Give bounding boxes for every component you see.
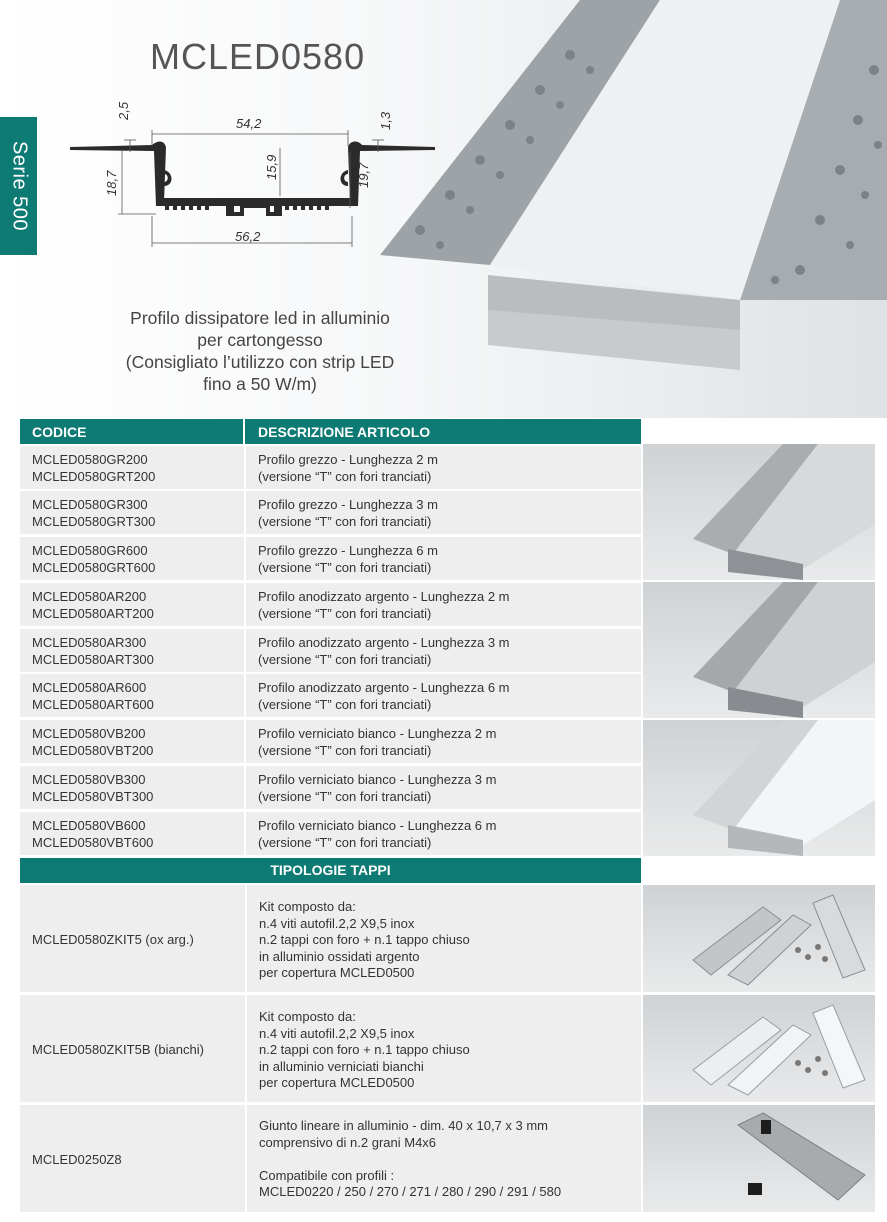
column-divider (244, 629, 246, 672)
dim-inner-height: 15,9 (264, 154, 279, 180)
table-row (20, 537, 641, 580)
caps-description: Giunto lineare in alluminio - dim. 40 x 10,7 x 3 mm comprensivo di n.2 grani M4x6 Compatibile con profili : MCLED0220 / 250 / 270 / 271 / 280 / 290 / 291 / 580 (259, 1118, 562, 1199)
caps-kit-white-image (643, 995, 875, 1102)
caps-code: MCLED0580ZKIT5 (ox arg.) (32, 932, 194, 947)
series-tab-label: Serie 500 (8, 140, 30, 232)
column-divider (244, 674, 246, 717)
series-tab (0, 117, 37, 255)
row-description: Profilo grezzo - Lunghezza 2 m (versione “T” con fori tranciati) (258, 452, 438, 484)
caps-row (20, 995, 641, 1102)
caps-section-header: TIPOLOGIE TAPPI (20, 858, 641, 883)
product-image-anodized (643, 582, 875, 718)
column-divider (244, 446, 246, 489)
row-code: MCLED0580AR600 MCLED0580ART600 (32, 680, 154, 712)
row-description: Profilo grezzo - Lunghezza 6 m (versione “T” con fori tranciati) (258, 543, 438, 575)
linear-joint-photo (643, 1105, 875, 1212)
column-divider (244, 583, 246, 626)
col-header-code: CODICE (32, 424, 87, 440)
column-divider (244, 720, 246, 763)
row-description: Profilo verniciato bianco - Lunghezza 6 m (versione “T” con fori tranciati) (258, 818, 497, 850)
caps-kit-image (643, 885, 875, 992)
dim-right-flange: 1,3 (378, 111, 393, 130)
dim-left-height: 18,7 (104, 170, 119, 196)
table-row (20, 629, 641, 672)
row-description: Profilo anodizzato argento - Lunghezza 2 m (versione “T” con fori tranciati) (258, 589, 510, 621)
row-code: MCLED0580VB600 MCLED0580VBT600 (32, 818, 154, 850)
column-divider (245, 885, 247, 992)
row-code: MCLED0580VB300 MCLED0580VBT300 (32, 772, 154, 804)
column-divider (244, 491, 246, 534)
table-row (20, 674, 641, 717)
row-code: MCLED0580AR300 MCLED0580ART300 (32, 635, 154, 667)
table-header (20, 419, 641, 444)
column-divider (244, 537, 246, 580)
row-code: MCLED0580AR200 MCLED0580ART200 (32, 589, 154, 621)
row-description: Profilo anodizzato argento - Lunghezza 3 m (versione “T” con fori tranciati) (258, 635, 510, 667)
caps-row (20, 885, 641, 992)
table-row (20, 583, 641, 626)
dim-top-width: 54,2 (236, 116, 262, 131)
table-row (20, 491, 641, 534)
table-row (20, 720, 641, 763)
profile-photo-anodized (643, 582, 875, 718)
row-description: Profilo anodizzato argento - Lunghezza 6 m (versione “T” con fori tranciati) (258, 680, 510, 712)
row-code: MCLED0580GR600 MCLED0580GRT600 (32, 543, 156, 575)
product-title: MCLED0580 (150, 36, 366, 77)
dim-bottom-width: 56,2 (235, 229, 261, 244)
caps-kit-white-photo (643, 995, 875, 1102)
product-photo (380, 0, 887, 418)
row-code: MCLED0580VB200 MCLED0580VBT200 (32, 726, 154, 758)
column-divider (245, 1105, 247, 1212)
caps-description: Kit composto da: n.4 viti autofil.2,2 X9,5 inox n.2 tappi con foro + n.1 tappo chiuso in alluminio verniciati bianchi per copertura MCLED0500 (259, 1009, 470, 1090)
row-description: Profilo grezzo - Lunghezza 3 m (versione “T” con fori tranciati) (258, 497, 438, 529)
dim-right-height: 19,7 (356, 162, 371, 188)
product-image-raw (643, 444, 875, 580)
table-row (20, 812, 641, 855)
profile-photo-white (643, 720, 875, 856)
column-divider (244, 766, 246, 809)
caps-kit-photo (643, 885, 875, 992)
table-row (20, 766, 641, 809)
col-header-description: DESCRIZIONE ARTICOLO (258, 424, 431, 440)
dim-left-flange: 2,5 (116, 101, 131, 120)
caps-description: Kit composto da: n.4 viti autofil.2,2 X9,5 inox n.2 tappi con foro + n.1 tappo chiuso in alluminio ossidati argento per copertura MCLED0500 (259, 899, 470, 980)
linear-joint-image (643, 1105, 875, 1212)
profile-photo-raw (643, 444, 875, 580)
product-subtitle: Profilo dissipatore led in alluminio per cartongesso (Consigliato l’utilizzo con strip LED fino a 50 W/m) (125, 308, 395, 394)
table-row (20, 446, 641, 489)
caps-row (20, 1105, 641, 1212)
column-divider (244, 812, 246, 855)
row-description: Profilo verniciato bianco - Lunghezza 3 m (versione “T” con fori tranciati) (258, 772, 497, 804)
caps-code: MCLED0580ZKIT5B (bianchi) (32, 1042, 204, 1057)
column-divider (243, 419, 245, 444)
product-image-white (643, 720, 875, 856)
row-code: MCLED0580GR300 MCLED0580GRT300 (32, 497, 156, 529)
row-description: Profilo verniciato bianco - Lunghezza 2 m (versione “T” con fori tranciati) (258, 726, 497, 758)
caps-code: MCLED0250Z8 (32, 1152, 122, 1167)
row-code: MCLED0580GR200 MCLED0580GRT200 (32, 452, 156, 484)
column-divider (245, 995, 247, 1102)
hero-section (0, 0, 887, 418)
